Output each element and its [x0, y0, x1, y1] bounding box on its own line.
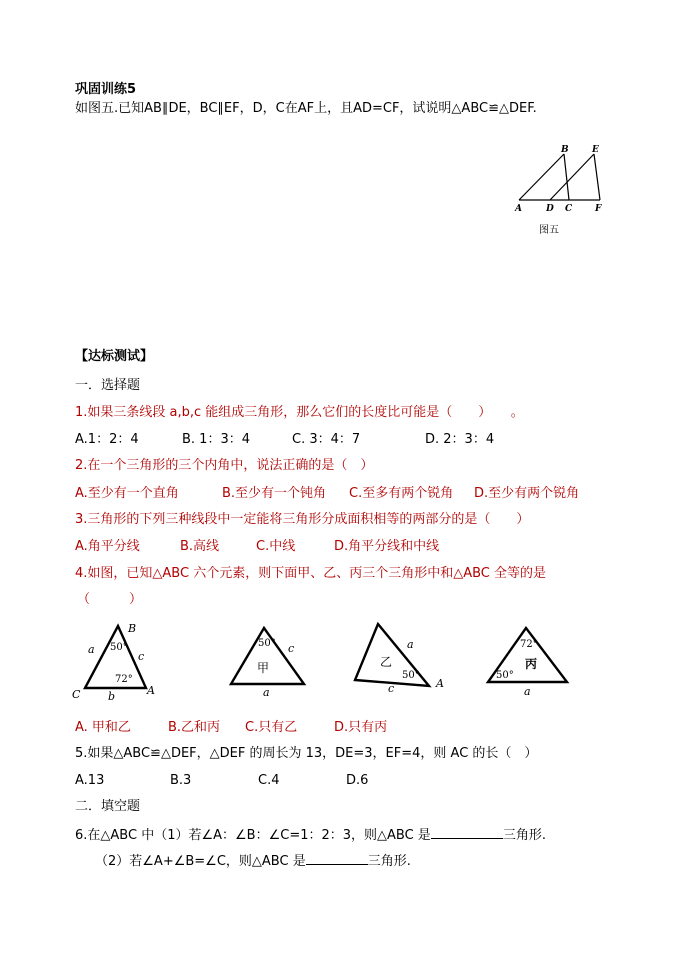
q1-option-c: C. 3：4：7: [292, 432, 361, 447]
triangle-bing: [484, 618, 574, 702]
q1-option-a: A.1：2：4: [75, 432, 139, 447]
tri1-B: B: [128, 622, 137, 635]
q5-option-b: B.3: [170, 773, 192, 788]
label-A: A: [515, 204, 522, 214]
tri2-name: 甲: [257, 661, 270, 675]
q6-line2-post: 三角形.: [367, 854, 411, 869]
label-E: E: [592, 145, 599, 155]
q5-stem: 5.如果△ABC≌△DEF，△DEF 的周长为 13，DE=3，EF=4，则 AC 的长（ ）: [75, 746, 538, 761]
section-title-test: 【达标测试】: [75, 349, 154, 364]
q6-line1-pre: 6.在△ABC 中（1）若∠A：∠B：∠C=1：2：3，则△ABC 是: [75, 828, 431, 843]
label-C: C: [565, 204, 573, 214]
q3-option-d: D.角平分线和中线: [334, 539, 440, 554]
q2-option-b: B.至少有一个钝角: [222, 486, 327, 501]
part1-heading: 一．选择题: [75, 378, 141, 393]
q2-stem: 2.在一个三角形的三个内角中，说法正确的是（ ）: [75, 458, 374, 473]
tri4-a: a: [524, 685, 531, 698]
q4-option-a: A. 甲和乙: [75, 720, 131, 735]
q3-stem: 3.三角形的下列三种线段中一定能将三角形分成面积相等的两部分的是（ ）: [75, 512, 530, 527]
triangle-abc: [72, 618, 162, 702]
figure-five: [512, 144, 612, 239]
q6-blank-2[interactable]: [306, 852, 368, 865]
tri3-A: A: [436, 677, 444, 690]
tri4-name: 丙: [525, 657, 538, 671]
q2-option-d: D.至少有两个锐角: [474, 486, 580, 501]
tri2-a: a: [263, 686, 270, 699]
q6-line2: [95, 852, 411, 870]
q4-option-c: C.只有乙: [245, 720, 298, 735]
tri2-c: c: [288, 642, 295, 655]
q2-option-c: C.至多有两个锐角: [349, 486, 454, 501]
q4-stem: 4.如图，已知△ABC 六个元素，则下面甲、乙、丙三个三角形中和△ABC 全等的是: [75, 566, 546, 581]
q1-stem: 1.如果三条线段 a,b,c 能组成三角形，那么它们的长度比可能是（ ） 。: [75, 405, 524, 420]
triangle-jia: [225, 618, 315, 702]
q4-paren: （ ）: [77, 592, 143, 607]
tri1-c: c: [138, 650, 145, 663]
q1-option-b: B. 1：3：4: [182, 432, 250, 447]
tri4-angle-72: 72°: [520, 639, 538, 650]
tri3-c: c: [388, 682, 395, 695]
label-B: B: [561, 145, 569, 155]
tri1-angle-72: 72°: [115, 674, 133, 685]
q5-option-c: C.4: [258, 773, 280, 788]
figure-caption: 图五: [539, 225, 559, 236]
q5-option-a: A.13: [75, 773, 105, 788]
tri2-angle-50: 50°: [258, 638, 276, 649]
q5-option-d: D.6: [346, 773, 369, 788]
q6-line2-pre: （2）若∠A+∠B=∠C，则△ABC 是: [95, 854, 306, 869]
tri4-angle-50: 50°: [496, 670, 514, 681]
tri3-name: 乙: [380, 655, 393, 669]
q3-option-c: C.中线: [256, 539, 296, 554]
section-title: 巩固训练5: [75, 82, 137, 97]
q2-option-a: A.至少有一个直角: [75, 486, 179, 501]
tri3-a: a: [407, 638, 414, 651]
triangle-yi: [350, 618, 450, 702]
tri3-angle-50: 50°: [402, 670, 420, 681]
q1-option-d: D. 2：3：4: [425, 432, 495, 447]
tri1-a: a: [88, 643, 95, 656]
q6-line1: [75, 826, 546, 844]
q4-option-d: D.只有丙: [334, 720, 388, 735]
label-F: F: [595, 204, 602, 214]
q6-blank-1[interactable]: [431, 826, 503, 839]
tri1-angle-50: 50°: [110, 642, 128, 653]
tri1-b: b: [108, 690, 116, 703]
part2-heading: 二．填空题: [75, 799, 141, 814]
q4-option-b: B.乙和丙: [168, 720, 221, 735]
label-D: D: [546, 204, 554, 214]
tri1-A: A: [147, 684, 155, 697]
problem-text: 如图五.已知AB∥DE，BC∥EF，D，C在AF上，且AD=CF，试说明△ABC≌△DEF.: [75, 101, 537, 116]
q3-option-b: B.高线: [180, 539, 220, 554]
q3-option-a: A.角平分线: [75, 539, 140, 554]
q6-line1-post: 三角形.: [502, 828, 546, 843]
tri1-C: C: [72, 688, 81, 701]
